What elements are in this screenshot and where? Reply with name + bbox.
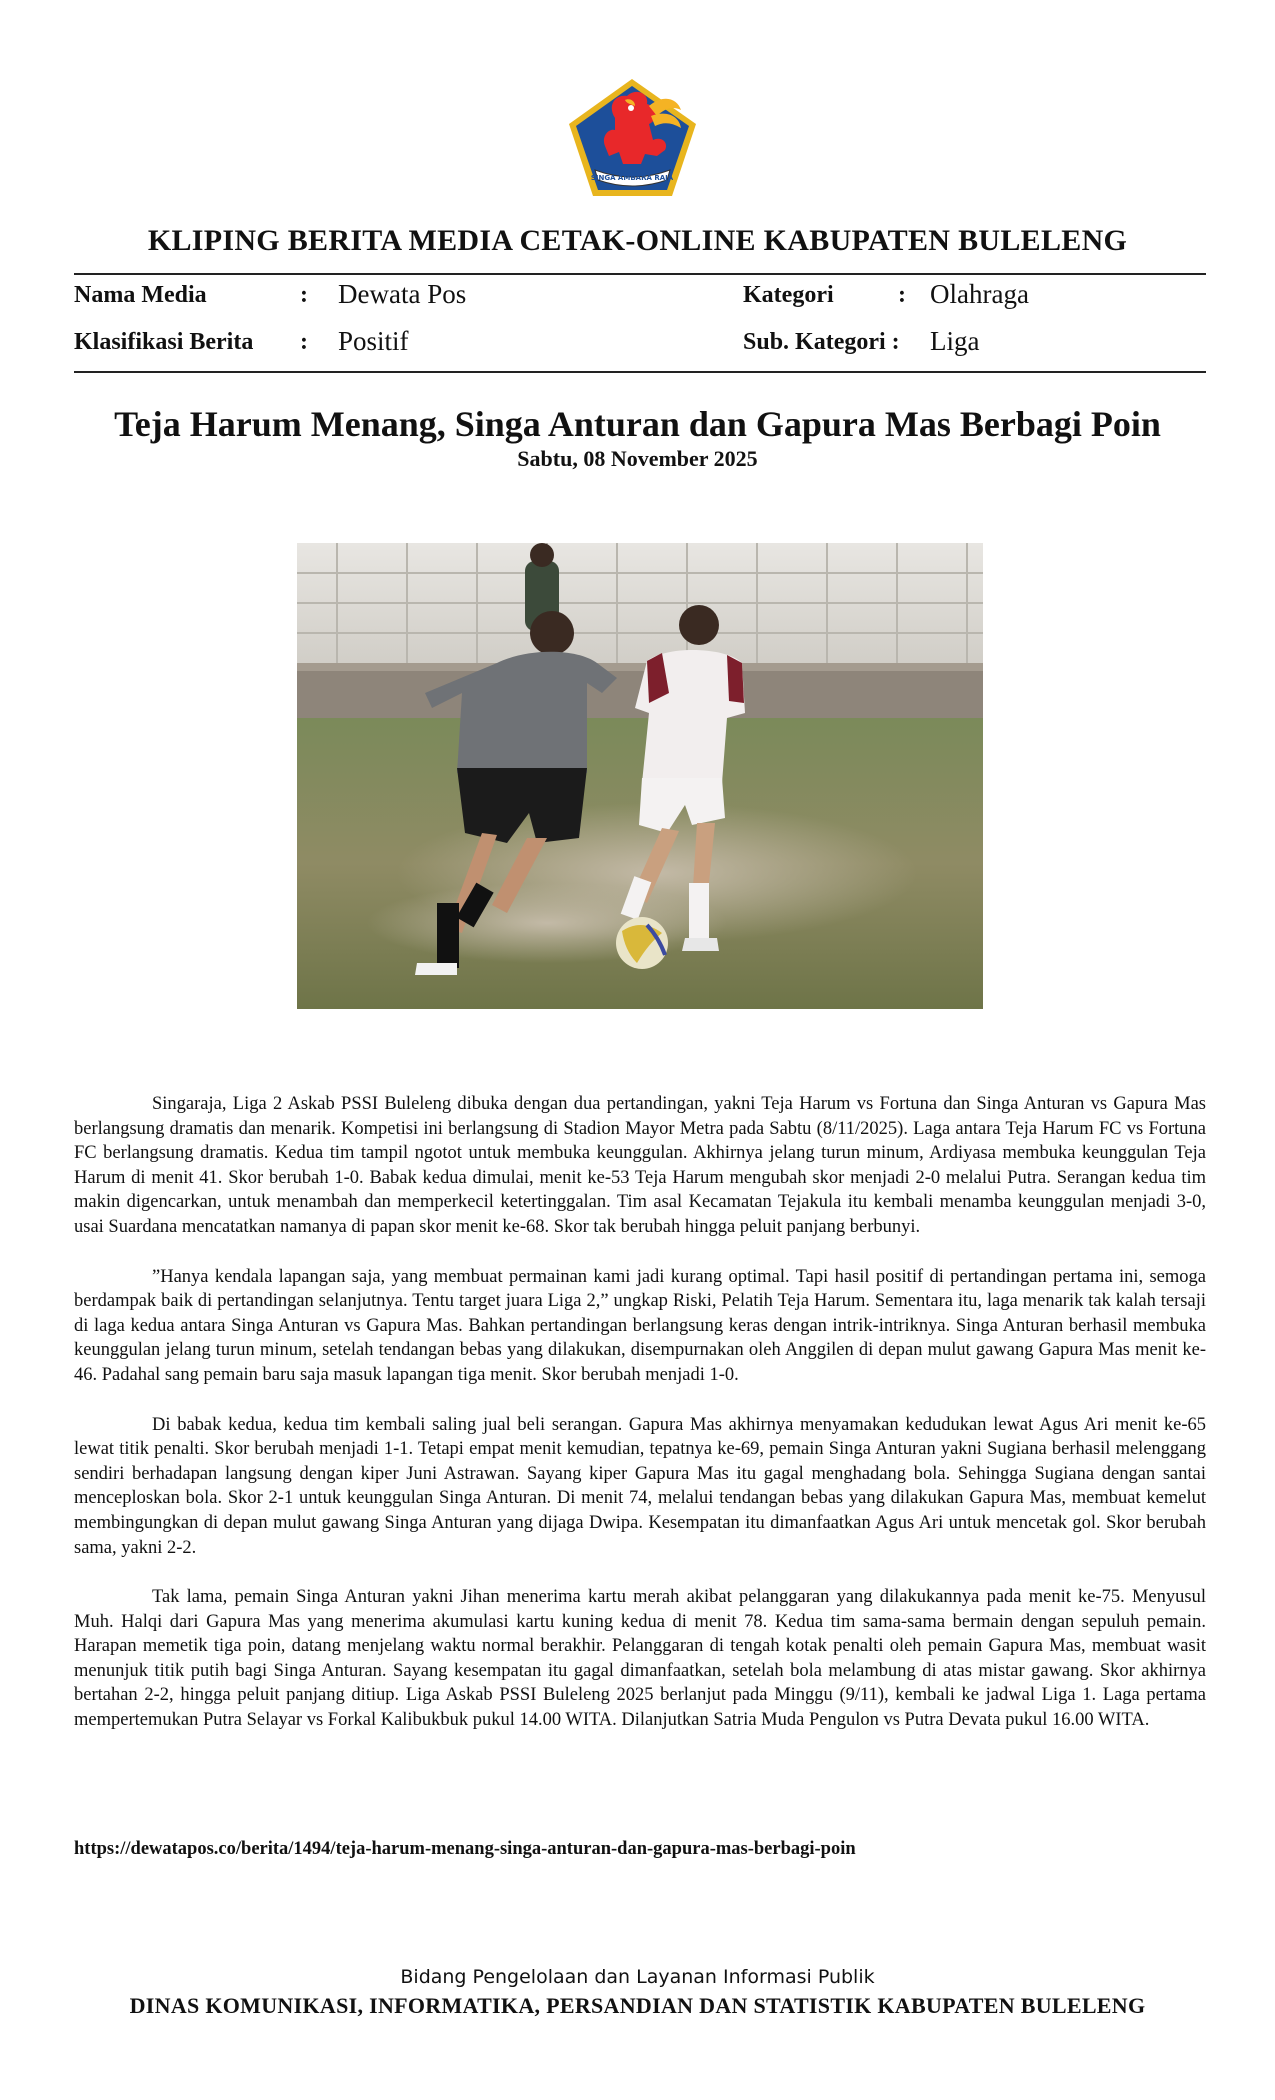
footer-division: Bidang Pengelolaan dan Layanan Informasi Publik xyxy=(400,1966,875,1988)
nama-media-colon: : xyxy=(300,282,308,308)
sub-kategori-value: Liga xyxy=(930,326,980,356)
article-paragraph: Singaraja, Liga 2 Askab PSSI Buleleng dibuka dengan dua pertandingan, yakni Teja Harum vs Fortuna dan Singa Anturan vs Gapura Mas berlangsung dramatis dan menarik. Kompetisi ini berlangsung di Stadion Mayor Metra pada Sabtu (8/11/2025). Laga antara Teja Harum FC vs Fortuna FC berlangsung dramatis. Kedua tim tampil ngotot untuk membuka keunggulan. Akhirnya jelang turun minum, Ardiyasa membuka keunggulan Teja Harum di menit 41. Skor berubah 1-0. Babak kedua dimulai, menit ke-53 Teja Harum mengubah skor menjadi 2-0 melalui Putra. Serangan kedua tim makin digencarkan, untuk menambah dan memperkecil ketertinggalan. Tim asal Kecamatan Tejakula itu kembali menamba keunggulan menjadi 3-0, usai Suardana mencatatkan namanya di papan skor menit ke-68. Skor tak berubah hingga peluit panjang berbunyi. xyxy=(74,1094,1206,1237)
news-headline: Teja Harum Menang, Singa Anturan dan Gapura Mas Berbagi Poin xyxy=(114,404,1161,444)
klasifikasi-colon: : xyxy=(300,329,308,355)
sub-kategori-label: Sub. Kategori : xyxy=(743,329,900,355)
klasifikasi-label: Klasifikasi Berita xyxy=(74,329,254,355)
kategori-value: Olahraga xyxy=(930,279,1029,309)
article-paragraph: Di babak kedua, kedua tim kembali saling jual beli serangan. Gapura Mas akhirnya menyamakan kedudukan lewat Agus Ari menit ke-65 lewat titik penalti. Skor berubah menjadi 1-1. Tetapi empat menit kemudian, tepatnya ke-69, pemain Singa Anturan yakni Sugiana berhasil melenggang sendiri berhadapan langsung dengan kiper Juni Astrawan. Sayang kiper Gapura Mas itu gagal menghadang bola. Sehingga Sugiana dengan santai menceploskan bola. Skor 2-1 untuk keunggulan Singa Anturan. Di menit 74, melalui tendangan bebas yang dilakukan Gapura Mas, membuat kemelut membingungkan di depan mulut gawang Singa Anturan yang dijaga Dwipa. Kesempatan itu dimanfaatkan Agus Ari untuk mencetak gol. Skor berubah sama, yakni 2-2. xyxy=(74,1414,1206,1558)
header-rule-bottom xyxy=(74,371,1206,373)
news-date: Sabtu, 08 November 2025 xyxy=(517,446,758,471)
football-match-photo xyxy=(297,543,983,1009)
nama-media-label: Nama Media xyxy=(74,282,207,308)
article-paragraph: Tak lama, pemain Singa Anturan yakni Jihan menerima kartu merah akibat pelanggaran yang dilakukannya pada menit ke-75. Menyusul Muh. Halqi dari Gapura Mas yang menerima akumulasi kartu kuning kedua di menit 78. Kedua tim sama-sama bermain dengan sepuluh pemain. Harapan memetik tiga poin, datang menjelang waktu normal berakhir. Pelanggaran di tengah kotak penalti oleh pemain Gapura Mas, membuat wasit menunjuk titik putih bagi Singa Anturan. Sayang kesempatan itu gagal dimanfaatkan, setelah bola melambung di atas mistar gawang. Skor akhirnya bertahan 2-2, hingga peluit panjang ditiup. Liga Askab PSSI Buleleng 2025 berlanjut pada Minggu (9/11), kembali ke jadwal Liga 1. Laga pertama mempertemukan Putra Selayar vs Forkal Kalibukbuk pukul 14.00 WITA. Dilanjutkan Satria Muda Pengulon vs Putra Devata pukul 16.00 WITA. xyxy=(74,1587,1206,1731)
kategori-label: Kategori xyxy=(743,282,834,308)
footer-agency: DINAS KOMUNIKASI, INFORMATIKA, PERSANDIAN DAN STATISTIK KABUPATEN BULELENG xyxy=(129,1993,1146,2018)
logo-motto: SINGA AMBARA RAJA xyxy=(590,174,674,182)
nama-media-value: Dewata Pos xyxy=(338,279,467,309)
article-paragraph: ”Hanya kendala lapangan saja, yang membuat permainan kami jadi kurang optimal. Tapi hasil positif di pertandingan pertama ini, semoga berdampak baik di pertandingan selanjutnya. Tentu target juara Liga 2,” ungkap Riski, Pelatih Teja Harum. Sementara itu, laga menarik tak kalah tersaji di laga kedua antara Singa Anturan vs Gapura Mas. Bahkan pertandingan berlangsung keras dengan intrik-intriknya. Singa Anturan berhasil membuka keunggulan jelang turun minum, setelah tendangan bebas yang dilakukan, disempurnakan oleh Anggilen di depan mulut gawang Gapura Mas menit ke-46. Padahal sang pemain baru saja masuk lapangan tiga menit. Skor berubah menjadi 1-0. xyxy=(74,1266,1206,1385)
klasifikasi-value: Positif xyxy=(338,326,409,356)
kabupaten-buleleng-logo xyxy=(565,76,700,201)
article-body xyxy=(74,1092,1206,1758)
document-header-title: KLIPING BERITA MEDIA CETAK-ONLINE KABUPATEN BULELENG xyxy=(147,224,1128,257)
source-url-link[interactable]: https://dewatapos.co/berita/1494/teja-harum-menang-singa-anturan-dan-gapura-mas-berbagi-poin xyxy=(74,1839,856,1859)
header-rule-top xyxy=(74,273,1206,275)
kategori-colon: : xyxy=(898,282,906,308)
